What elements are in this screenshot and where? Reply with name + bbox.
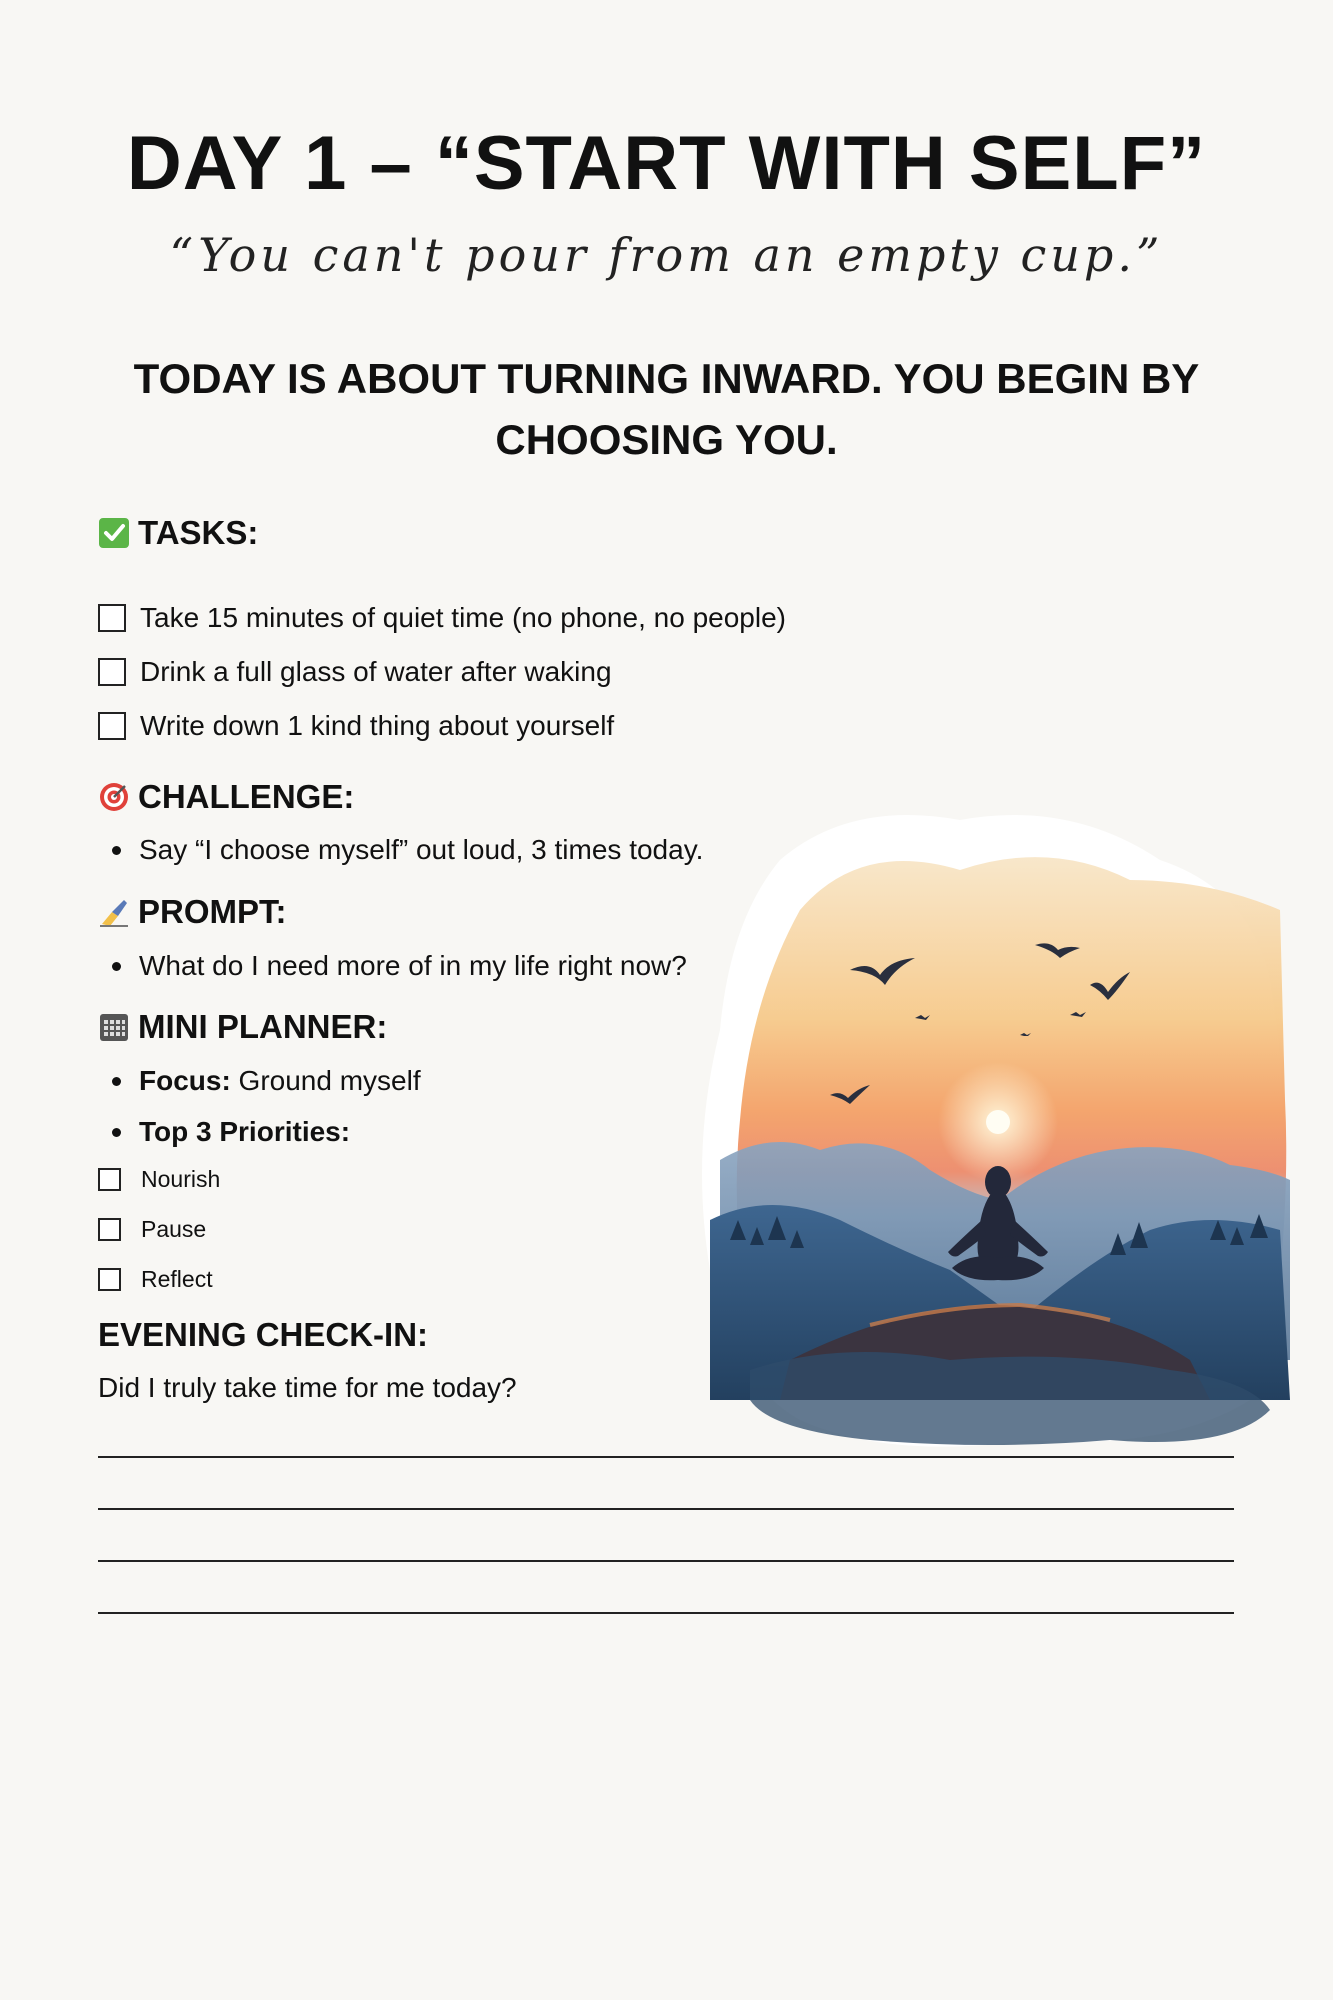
focus-line (139, 1065, 421, 1097)
check-mark-icon (98, 517, 130, 549)
priority-label: Reflect (141, 1266, 213, 1292)
prompt-item (112, 950, 687, 982)
bullet-dot (112, 962, 121, 971)
task-checkbox[interactable] (98, 712, 126, 740)
quote: “You can't pour from an empty cup.” (169, 228, 1164, 282)
challenge-heading-label: CHALLENGE: (138, 778, 355, 815)
bullet-dot (112, 1077, 121, 1086)
planner-focus (112, 1065, 421, 1097)
target-icon (98, 781, 130, 813)
task-label: Drink a full glass of water after waking (140, 656, 612, 687)
priority-label: Pause (141, 1216, 207, 1242)
bullet-dot (112, 1128, 121, 1137)
planner-priorities-label (112, 1116, 350, 1148)
challenge-text: Say “I choose myself” out loud, 3 times today. (139, 834, 704, 865)
task-label: Write down 1 kind thing about yourself (140, 710, 615, 741)
writing-line[interactable] (98, 1612, 1234, 1614)
priority-item[interactable] (98, 1166, 220, 1193)
challenge-heading (98, 778, 354, 816)
evening-heading (98, 1316, 428, 1354)
priorities-label: Top 3 Priorities: (139, 1116, 351, 1147)
priority-checkbox[interactable] (98, 1168, 121, 1191)
writing-line[interactable] (98, 1560, 1234, 1562)
meditation-illustration (690, 800, 1290, 1460)
priority-item[interactable] (98, 1266, 213, 1293)
focus-label: Focus: (139, 1065, 231, 1096)
task-checkbox[interactable] (98, 604, 126, 632)
priority-checkbox[interactable] (98, 1218, 121, 1241)
focus-value: Ground myself (230, 1065, 421, 1096)
bullet-dot (112, 846, 121, 855)
task-item[interactable] (98, 710, 614, 742)
tasks-heading-label: TASKS: (138, 514, 259, 551)
task-item[interactable] (98, 602, 786, 634)
calendar-icon (98, 1011, 130, 1043)
writing-hand-icon (98, 896, 130, 928)
challenge-item (112, 834, 703, 866)
writing-line[interactable] (98, 1508, 1234, 1510)
evening-question: Did I truly take time for me today? (98, 1372, 517, 1403)
task-checkbox[interactable] (98, 658, 126, 686)
priority-item[interactable] (98, 1216, 206, 1243)
planner-heading (98, 1008, 387, 1046)
priority-label: Nourish (141, 1166, 221, 1192)
prompt-heading (98, 893, 287, 931)
tasks-heading (98, 514, 258, 552)
task-label: Take 15 minutes of quiet time (no phone, no people) (140, 602, 786, 633)
planner-heading-label: MINI PLANNER: (138, 1008, 388, 1045)
priority-checkbox[interactable] (98, 1268, 121, 1291)
task-item[interactable] (98, 656, 612, 688)
subtitle: TODAY IS ABOUT TURNING INWARD. YOU BEGIN BY CHOOSING YOU. (133, 355, 1200, 463)
prompt-text: What do I need more of in my life right now? (139, 950, 687, 981)
prompt-heading-label: PROMPT: (138, 893, 287, 930)
page-title: DAY 1 – “START WITH SELF” (126, 121, 1207, 206)
evening-heading-label: EVENING CHECK-IN: (98, 1316, 429, 1353)
